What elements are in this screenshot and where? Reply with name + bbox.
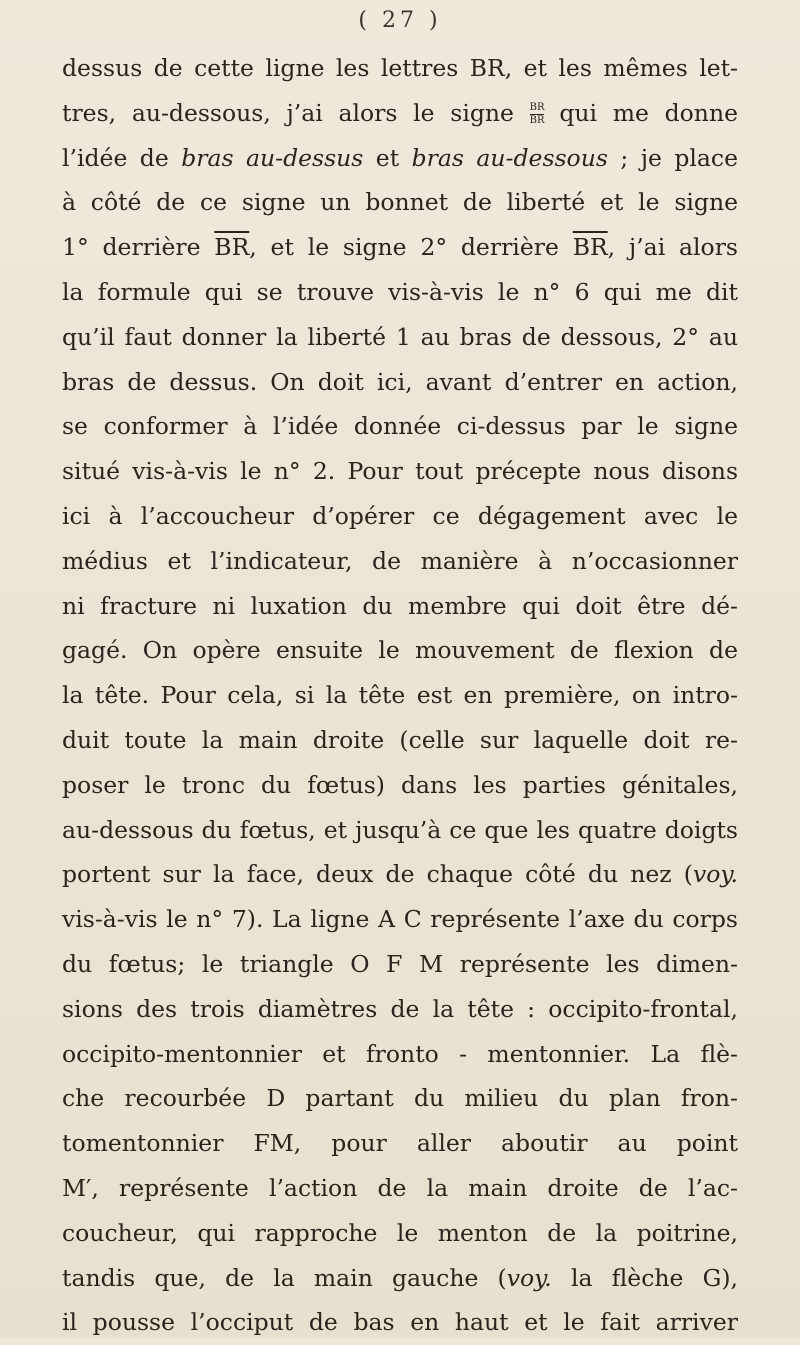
text-line-23: occipito-mentonnier et fronto - mentonnier. La flè-: [62, 1039, 738, 1068]
text-line-5-mid: , et le signe 2° derrière: [249, 233, 573, 262]
text-line-3-end: ; je place: [607, 143, 738, 172]
text-line-29: il pousse l’occiput de bas en haut et le fait arriver: [62, 1308, 738, 1337]
overlined-br-1: $\overline{BR}$: [214, 233, 250, 262]
text-line-27: coucheur, qui rapproche le menton de la poitrine,: [62, 1218, 738, 1247]
text-line-19: [62, 852, 738, 897]
text-line-14: gagé. On opère ensuite le mouvement de flexion de: [62, 636, 738, 665]
text-line-16: duit toute la main droite (celle sur laquelle doit re-: [62, 725, 738, 754]
text-line-8: bras de dessus. On doit ici, avant d’entrer en action,: [62, 367, 738, 396]
text-line-6: la formule qui se trouve vis-à-vis le n° 6 qui me dit: [62, 277, 738, 306]
text-line-10: situé vis-à-vis le n° 2. Pour tout précepte nous disons: [62, 457, 738, 486]
fraction-numerator: BR: [529, 101, 545, 113]
text-line-3-mid: et: [363, 143, 412, 172]
text-line-21: du fœtus; le triangle O F M représente les dimen-: [62, 949, 738, 978]
voy-abbreviation-1: voy.: [692, 860, 738, 889]
text-line-2: [62, 91, 738, 136]
text-line-5: [62, 225, 738, 270]
text-line-22: sions des trois diamètres de la tête : occipito-frontal,: [62, 994, 738, 1023]
text-line-19-start: portent sur la face, deux de chaque côté du nez (: [62, 860, 693, 889]
text-line-11: ici à l’accoucheur d’opérer ce dégagement avec le: [62, 501, 738, 530]
text-line-28: [62, 1256, 738, 1301]
text-line-25: tomentonnier FM, pour aller aboutir au point: [62, 1129, 738, 1158]
fraction-denominator: BR: [529, 114, 545, 126]
text-line-17: poser le tronc du fœtus) dans les parties génitales,: [62, 770, 738, 799]
text-line-15: la tête. Pour cela, si la tête est en première, on intro-: [62, 681, 738, 710]
voy-abbreviation-2: voy.: [506, 1263, 552, 1292]
text-line-5-end: , j’ai alors: [607, 233, 738, 262]
text-line-12: médius et l’indicateur, de manière à n’occasionner: [62, 546, 738, 575]
overlined-br-2: $\overline{BR}$: [572, 233, 608, 262]
br-fraction-sign: [530, 103, 544, 126]
text-line-7: qu’il faut donner la liberté 1 au bras de dessous, 2° au: [62, 322, 738, 351]
text-line-3: [62, 136, 738, 181]
text-line-3-start: l’idée de: [62, 143, 182, 172]
page-body-text: [62, 46, 738, 1345]
text-line-2-start: tres, au-dessous, j’ai alors le signe: [62, 98, 530, 127]
text-line-9: se conformer à l’idée donnée ci-dessus par le signe: [62, 412, 738, 441]
italic-phrase-1: bras au-dessus: [181, 143, 364, 172]
text-line-28-start: tandis que, de la main gauche (: [62, 1263, 507, 1292]
italic-phrase-2: bras au-dessous: [411, 143, 608, 172]
text-line-1: dessus de cette ligne les lettres BR, et les mêmes let-: [62, 54, 738, 82]
text-line-24: che recourbée D partant du milieu du plan fron-: [62, 1084, 738, 1113]
text-line-26: M′, représente l’action de la main droite de l’ac-: [62, 1173, 738, 1202]
text-line-4: à côté de ce signe un bonnet de liberté et le signe: [62, 188, 738, 217]
text-line-20: vis-à-vis le n° 7). La ligne A C représente l’axe du corps: [62, 905, 738, 934]
page-number: ( 27 ): [358, 8, 442, 33]
text-line-5-start: 1° derrière: [62, 233, 215, 262]
text-line-13: ni fracture ni luxation du membre qui doit être dé-: [62, 591, 738, 620]
text-line-18: au-dessous du fœtus, et jusqu’à ce que les quatre doigts: [62, 815, 738, 844]
text-line-28-end: la flèche G),: [551, 1263, 738, 1292]
text-line-2-end: qui me donne: [543, 98, 738, 127]
